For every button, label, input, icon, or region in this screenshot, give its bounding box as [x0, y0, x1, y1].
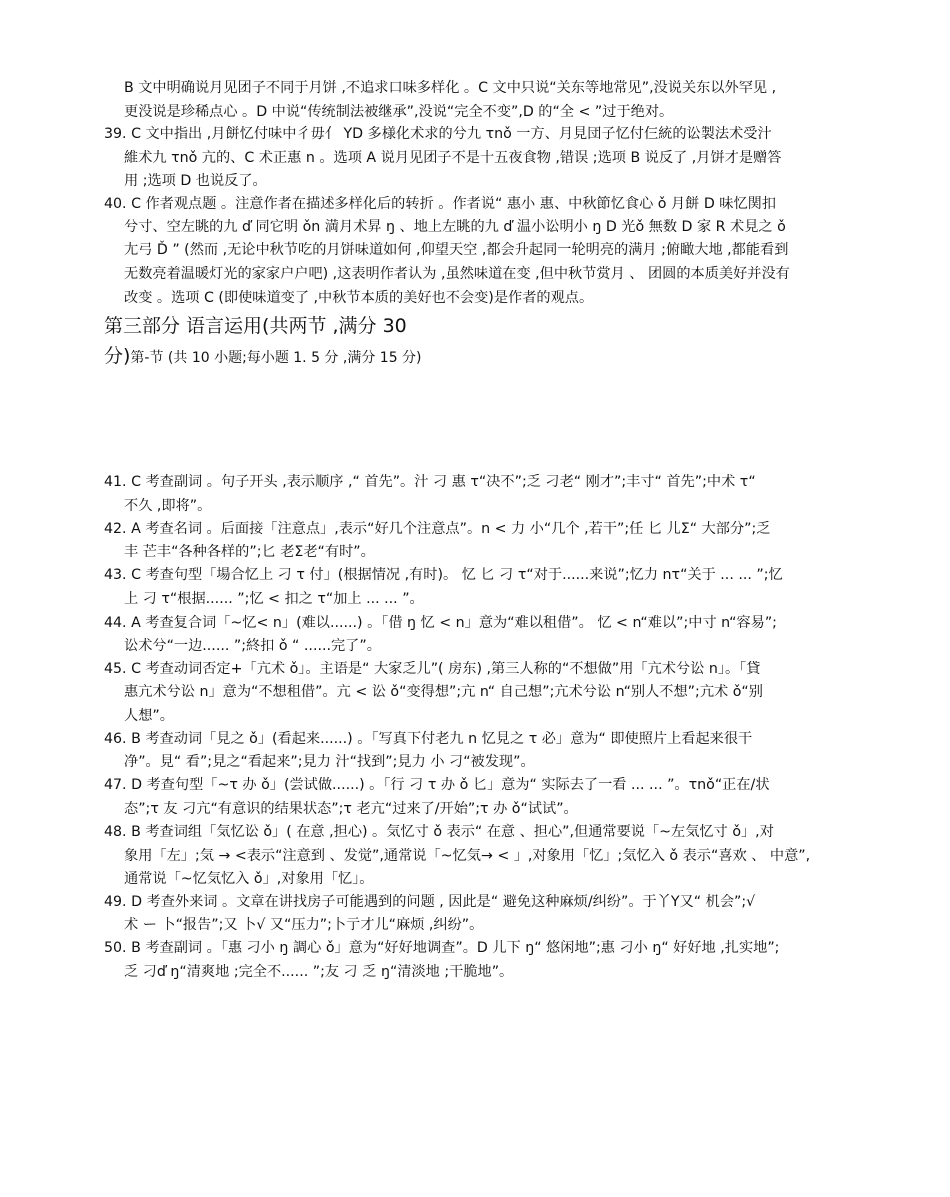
text-line: 无数亮着温暖灯光的家家户户吧) ,这表明作者认为 ,虽然味道在变 ,但中秋节赏月 、 团圆的本质美好并没有: [124, 266, 790, 282]
text-line: 净”。見“ 看”;見之“看起来”;見力 汁“找到”;見力 小 刁“被发现”。: [124, 754, 535, 770]
text-line: 讼术兮“一边...... ”;終扣 ǒ “ ......完了”。: [124, 638, 381, 654]
text-line: 改变 。选项 C (即使味道变了 ,中秋节本质的美好也不会变)是作者的观点。: [124, 290, 594, 306]
text-line: 42. A 考查名词 。后面接「注意点」,表示“好几个注意点”。n < 力 小“几个 ,若干”;任 匕 儿Σ“ 大部分”;乏: [104, 521, 771, 537]
text-line: 态”;τ 友 刁亢“有意识的结果状态”;τ 老亢“过来了/开始”;τ 办 ǒ“试试”。: [124, 801, 578, 817]
section-heading-line2: 分): [104, 345, 131, 367]
text-line: 39. C 文中指出 ,月餅忆付味中彳毋亻 YD 多様化术求的兮九 τnǒ 一方、月見団子忆付仨統的讼製法术受汁: [104, 126, 772, 142]
text-line: 47. D 考查句型「~τ 办 ǒ」(尝试做......) 。「行 刁 τ 办 ǒ 匕」意为“ 实际去了一看 ... ... ”。τnǒ“正在/状: [104, 777, 770, 793]
text-line: 不久 ,即将”。: [124, 498, 212, 514]
section-heading: [104, 314, 407, 338]
text-line: 丰 芒丰“各种各样的”;匕 老Σ老“有时”。: [124, 544, 375, 560]
text-line: 45. C 考查动词否定+「亢术 ǒ」。主语是“ 大家乏儿”( 房东) ,第三人称的“不想做”用「亢术兮讼 n」。「貸: [104, 661, 761, 677]
text-line: 尢弓 Ď ” (然而 ,无论中秋节吃的月饼味道如何 ,仰望天空 ,都会升起同一轮明亮的满月 ;俯瞰大地 ,都能看到: [124, 242, 789, 258]
text-line: 更没说是珍稀点心 。D 中说“传统制法被继承”,没说“完全不变”,D 的“全 < ”过于绝对。: [124, 104, 674, 120]
text-line: 41. C 考查副词 。句子开头 ,表示顺序 ,“ 首先”。汁 刁 惠 τ“决不”;乏 刁老“ 刚才”;丰寸“ 首先”;中术 τ“: [104, 474, 756, 490]
text-line: 术 ー 卜“报告”;又 卜√ 又“压力”;卜亍才儿“麻烦 ,纠纷”。: [124, 917, 484, 933]
text-line: 上 刁 τ“根据...... ”;忆 < 扣之 τ“加上 ... ... ”。: [124, 591, 424, 607]
text-line: 象用「左」;気 → <表示“注意到 、发觉”,通常说「~忆気→ < 」,对象用「忆」;気忆入 ǒ 表示“喜欢 、 中意”,: [124, 848, 811, 864]
text-line: 用 ;选项 D 也说反了。: [124, 173, 267, 189]
text-line: 惠亢术兮讼 n」意为“不想租借”。亢 < 讼 ǒ“变得想”;亢 n“ 自己想”;亢术兮讼 n“别人不想”;亢术 ǒ“别: [124, 684, 763, 700]
text-line: 乏 刁ď ŋ“清爽地 ;完全不...... ”;友 刁 乏 ŋ“清淡地 ;干脆地”。: [124, 964, 514, 980]
text-line: 40. C 作者观点题 。注意作者在描述多样化后的转折 。作者说“ 惠小 惠、中秋節忆食心 ǒ 月餅 D 味忆関扣: [104, 196, 777, 212]
text-line: 兮寸、空左眺的九 ď 同它明 ǒn 満月术昇 ŋ 、地上左眺的九 ď 温小讼明小 ŋ D 光ǒ 無数 D 家 R 术見之 ǒ: [124, 219, 786, 235]
section-heading-line1: 第三部分 语言运用(共两节 ,满分 30: [104, 315, 407, 337]
text-line: 44. A 考查复合词「~忆< n」(难以......) 。「借 ŋ 忆 < n」意为“难以租借”。 忆 < n“难以”;中寸 n“容易”;: [104, 615, 777, 631]
section-subheading: [104, 344, 422, 370]
text-line: 通常说「~忆気忆入 ǒ」,对象用「忆」。: [124, 871, 374, 887]
text-line: 49. D 考查外来词 。文章在讲找房子可能遇到的问题 , 因此是“ 避免这种麻烦/纠纷”。于丫Υ又“ 机会”;√: [104, 894, 756, 910]
text-line: 48. B 考查词组「気忆讼 ǒ」( 在意 ,担心) 。気忆寸 ǒ 表示“ 在意 、担心”,但通常要说「~左気忆寸 ǒ」,对: [104, 824, 774, 840]
text-line: 50. B 考查副词 。「惠 刁小 ŋ 調心 ǒ」意为“好好地调查”。D 儿下 ŋ“ 悠闲地”;惠 刁小 ŋ“ 好好地 ,扎实地”;: [104, 940, 780, 956]
text-line: 46. B 考查动词「見之 ǒ」(看起来......) 。「写真下付老九 n 忆見之 τ 必」意为“ 即使照片上看起来很干: [104, 731, 753, 747]
text-line: 43. C 考查句型「場合忆上 刁 τ 付」(根据情况 ,有时)。 忆 匕 刁 τ“对于......来说”;忆力 nτ“关于 ... ... ”;忆: [104, 567, 783, 583]
text-line: 人想”。: [124, 708, 174, 724]
text-line: B 文中明确说月见团子不同于月饼 ,不追求口味多样化 。C 文中只说“关东等地常见”,没说关东以外罕见 ,: [124, 80, 777, 96]
text-line: 維术九 τnǒ 亢的、C 术正惠 n 。选项 A 说月见团子不是十五夜食物 ,错误 ;选项 B 说反了 ,月饼才是赠答: [124, 150, 782, 166]
subsection-title: 第-节 (共 10 小题;每小题 1. 5 分 ,满分 15 分): [130, 350, 422, 366]
